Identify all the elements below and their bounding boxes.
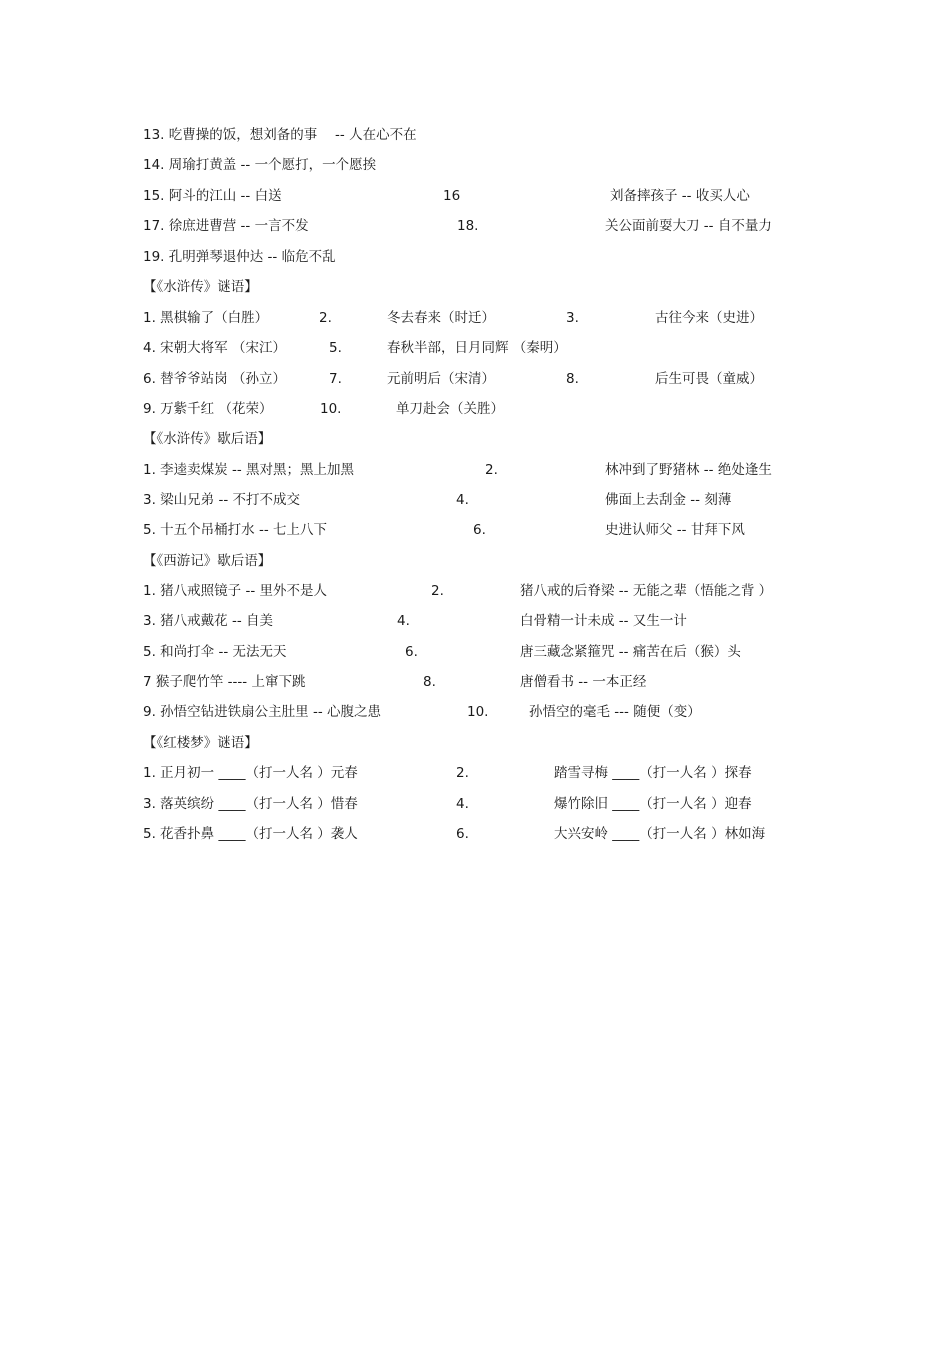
riddle-number: 10. [320, 401, 342, 417]
riddle-number: 6. [456, 826, 469, 842]
item-19: 19. 孔明弹琴退仲达 -- 临危不乱 [143, 249, 336, 265]
text-line [143, 307, 843, 329]
xiehouyu-item: 佛面上去刮金 -- 刻薄 [605, 492, 732, 508]
riddle-item: 6. 替爷爷站岗 （孙立） [143, 371, 286, 387]
item-17: 17. 徐庶进曹营 -- 一言不发 [143, 218, 309, 234]
xiehouyu-number: 2. [485, 462, 498, 478]
riddle-number: 2. [456, 765, 469, 781]
xiehouyu-item: 史进认师父 -- 甘拜下风 [605, 522, 745, 538]
riddle-item: 古往今来（史进） [655, 310, 763, 326]
riddle-item: 踏雪寻梅 ____（打一人名 ）探春 [554, 765, 752, 781]
xiehouyu-number: 6. [405, 644, 418, 660]
xiehouyu-item: 唐僧看书 -- 一本正经 [520, 674, 647, 690]
text-line [143, 124, 843, 146]
text-line [143, 701, 843, 723]
section-heading-xiyou-xiehouyu: 【《西游记》歇后语】 [143, 553, 272, 569]
riddle-item: 爆竹除旧 ____（打一人名 ）迎春 [554, 796, 752, 812]
riddle-number: 3. [566, 310, 579, 326]
xiehouyu-item: 7 猴子爬竹竿 ---- 上窜下跳 [143, 674, 306, 690]
text-line [143, 823, 843, 845]
riddle-number: 7. [329, 371, 342, 387]
xiehouyu-item: 1. 李逵卖煤炭 -- 黑对黑；黑上加黑 [143, 462, 354, 478]
section-heading-shuihu-riddle: 【《水浒传》谜语】 [143, 279, 258, 295]
text-line [143, 246, 843, 268]
item-16: 刘备摔孩子 -- 收买人心 [610, 188, 750, 204]
xiehouyu-number: 6. [473, 522, 486, 538]
xiehouyu-number: 4. [397, 613, 410, 629]
riddle-item: 9. 万紫千红 （花荣） [143, 401, 273, 417]
riddle-item: 单刀赴会（关胜） [396, 401, 504, 417]
xiehouyu-item: 5. 和尚打伞 -- 无法无天 [143, 644, 287, 660]
riddle-number: 2. [319, 310, 332, 326]
text-line [143, 185, 843, 207]
riddle-item: 大兴安岭 ____（打一人名 ）林如海 [554, 826, 766, 842]
text-line [143, 215, 843, 237]
riddle-item: 后生可畏（童威） [655, 371, 763, 387]
text-line [143, 762, 843, 784]
text-line [143, 580, 843, 602]
xiehouyu-number: 10. [467, 704, 489, 720]
riddle-item: 冬去春来（时迁） [387, 310, 495, 326]
xiehouyu-item: 猪八戒的后脊梁 -- 无能之辈（悟能之背 ） [520, 583, 773, 599]
line-14: 14. 周瑜打黄盖 -- 一个愿打，一个愿挨 [143, 157, 377, 173]
text-line [143, 793, 843, 815]
section-heading-shuihu-xiehouyu: 【《水浒传》歇后语】 [143, 431, 272, 447]
xiehouyu-number: 2. [431, 583, 444, 599]
text-line [143, 641, 843, 663]
item-16-number: 16 [443, 188, 461, 204]
xiehouyu-item: 白骨精一计未成 -- 又生一计 [520, 613, 687, 629]
xiehouyu-item: 1. 猪八戒照镜子 -- 里外不是人 [143, 583, 327, 599]
xiehouyu-item: 3. 猪八戒戴花 -- 自美 [143, 613, 273, 629]
riddle-item: 5. 花香扑鼻 ____（打一人名 ）袭人 [143, 826, 358, 842]
xiehouyu-item: 3. 梁山兄弟 -- 不打不成交 [143, 492, 300, 508]
xiehouyu-item: 林冲到了野猪林 -- 绝处逢生 [605, 462, 772, 478]
item-15: 15. 阿斗的江山 -- 白送 [143, 188, 282, 204]
riddle-item: 4. 宋朝大将军 （宋江） [143, 340, 286, 356]
text-line [143, 519, 843, 541]
text-line [143, 610, 843, 632]
item-18: 关公面前耍大刀 -- 自不量力 [605, 218, 772, 234]
riddle-number: 4. [456, 796, 469, 812]
section-heading-honglou-riddle: 【《红楼梦》谜语】 [143, 735, 258, 751]
xiehouyu-number: 8. [423, 674, 436, 690]
text-line [143, 671, 843, 693]
riddle-number: 5. [329, 340, 342, 356]
xiehouyu-item: 9. 孙悟空钻进铁扇公主肚里 -- 心腹之患 [143, 704, 381, 720]
riddle-item: 1. 正月初一 ____（打一人名 ）元春 [143, 765, 358, 781]
line-13: 13. 吃曹操的饭，想刘备的事 -- 人在心不在 [143, 127, 417, 143]
xiehouyu-item: 5. 十五个吊桶打水 -- 七上八下 [143, 522, 327, 538]
text-line [143, 489, 843, 511]
text-line [143, 368, 843, 390]
text-line [143, 398, 843, 420]
riddle-item: 元前明后（宋清） [387, 371, 495, 387]
xiehouyu-number: 4. [456, 492, 469, 508]
riddle-number: 8. [566, 371, 579, 387]
text-line [143, 459, 843, 481]
text-line [143, 337, 843, 359]
xiehouyu-item: 孙悟空的毫毛 --- 随便（变） [529, 704, 701, 720]
item-18-number: 18. [457, 218, 479, 234]
xiehouyu-item: 唐三藏念紧箍咒 -- 痛苦在后（猴）头 [520, 644, 741, 660]
riddle-item: 3. 落英缤纷 ____（打一人名 ）惜春 [143, 796, 358, 812]
riddle-item: 1. 黑棋输了（白胜） [143, 310, 269, 326]
text-line [143, 154, 843, 176]
riddle-item: 春秋半部，日月同辉 （秦明） [387, 340, 567, 356]
